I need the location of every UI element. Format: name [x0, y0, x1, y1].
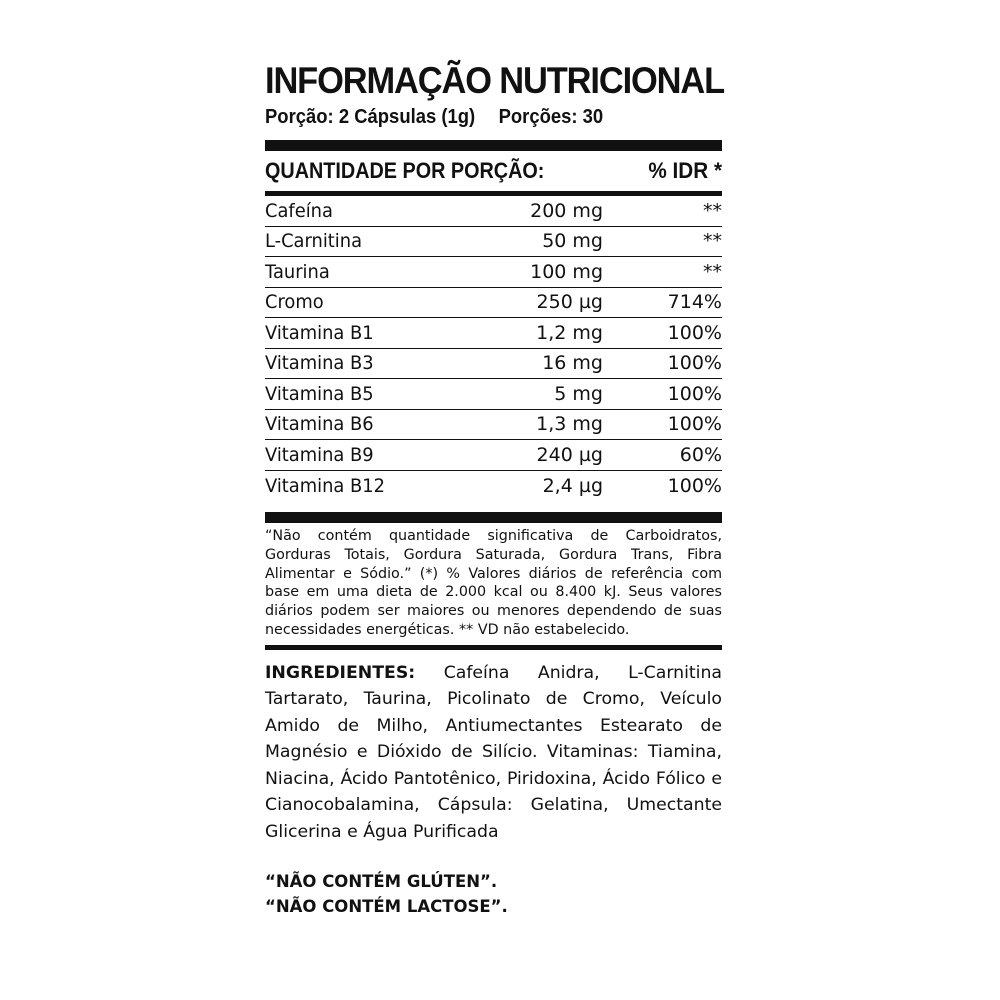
- nutrient-idr: **: [703, 230, 722, 253]
- table-bottom-divider: [265, 512, 722, 523]
- footnote: “Não contém quantidade significativa de Carboidratos, Gorduras Totais, Gordura Saturada, Gordura Trans, Fibra Alimentar e Sódio.” (*) % Valores diários de referência com base em uma dieta de 2.000 kcal ou 8.400 kJ. Seus valores diários podem ser maiores ou menores dependendo de suas necessidades energéticas. ** VD não estabelecido.: [265, 527, 722, 650]
- nutrient-amount: 240 µg: [536, 443, 603, 466]
- nutrient-name: Cromo: [265, 291, 324, 314]
- nutrient-name: Vitamina B9: [265, 443, 374, 466]
- serving-size: Porção: 2 Cápsulas (1g): [265, 105, 476, 128]
- servings-count: Porções: 30: [498, 105, 604, 128]
- gluten-claim: “NÃO CONTÉM GLÚTEN”.: [265, 872, 498, 892]
- nutrient-idr: 100%: [667, 352, 722, 375]
- table-row: [265, 318, 722, 349]
- nutrient-name: Vitamina B5: [265, 382, 374, 405]
- table-row: [265, 349, 722, 380]
- nutrient-idr: 100%: [667, 413, 722, 436]
- lactose-claim: “NÃO CONTÉM LACTOSE”.: [265, 897, 508, 917]
- nutrient-amount: 5 mg: [554, 382, 603, 405]
- nutrient-idr: 100%: [667, 321, 722, 344]
- table-row: [265, 410, 722, 441]
- table-header: [265, 151, 722, 196]
- nutrient-amount: 200 mg: [530, 199, 603, 222]
- nutrient-name: L-Carnitina: [265, 230, 363, 253]
- nutrient-idr: 60%: [679, 443, 722, 466]
- amount-per-serving-heading: QUANTIDADE POR PORÇÃO:: [265, 158, 545, 183]
- nutrient-table: [265, 196, 722, 501]
- nutrition-label: [265, 58, 725, 919]
- nutrient-amount: 250 µg: [536, 291, 603, 314]
- nutrient-amount: 100 mg: [530, 260, 603, 283]
- nutrient-idr: **: [703, 199, 722, 222]
- table-row: [265, 471, 722, 502]
- table-row: [265, 288, 722, 319]
- nutrient-amount: 16 mg: [542, 352, 603, 375]
- serving-info: [265, 104, 676, 130]
- nutrient-idr: **: [703, 260, 722, 283]
- table-row: [265, 257, 722, 288]
- nutrient-name: Vitamina B12: [265, 474, 386, 497]
- nutrient-amount: 1,2 mg: [536, 321, 603, 344]
- top-divider: [265, 140, 722, 151]
- nutrient-name: Vitamina B3: [265, 352, 374, 375]
- nutrient-name: Vitamina B6: [265, 413, 374, 436]
- nutrient-name: Vitamina B1: [265, 321, 374, 344]
- idr-heading: % IDR *: [648, 158, 722, 183]
- table-row: [265, 196, 722, 227]
- ingredients: [265, 660, 722, 846]
- nutrient-idr: 100%: [667, 382, 722, 405]
- nutrient-name: Cafeína: [265, 199, 333, 222]
- claims: [265, 869, 722, 919]
- table-row: [265, 227, 722, 258]
- nutrient-idr: 714%: [667, 291, 722, 314]
- ingredients-text: Cafeína Anidra, L-Carnitina Tartarato, Taurina, Picolinato de Cromo, Veículo Amido de Milho, Antiumectantes Estearato de Magnésio e Dióxido de Silício. Vitaminas: Tiamina, Niacina, Ácido Pantotênico, Piridoxina, Ácido Fólico e Cianocobalamina, Cápsula: Gelatina, Umectante Glicerina e Água Purificada: [265, 662, 723, 842]
- nutrient-idr: 100%: [667, 474, 722, 497]
- nutrient-amount: 50 mg: [542, 230, 603, 253]
- nutrient-name: Taurina: [265, 260, 330, 283]
- nutrient-amount: 1,3 mg: [536, 413, 603, 436]
- table-row: [265, 440, 722, 471]
- label-title: INFORMAÇÃO NUTRICIONAL: [265, 60, 725, 101]
- ingredients-label: INGREDIENTES:: [265, 662, 416, 683]
- nutrient-amount: 2,4 µg: [542, 474, 603, 497]
- table-row: [265, 379, 722, 410]
